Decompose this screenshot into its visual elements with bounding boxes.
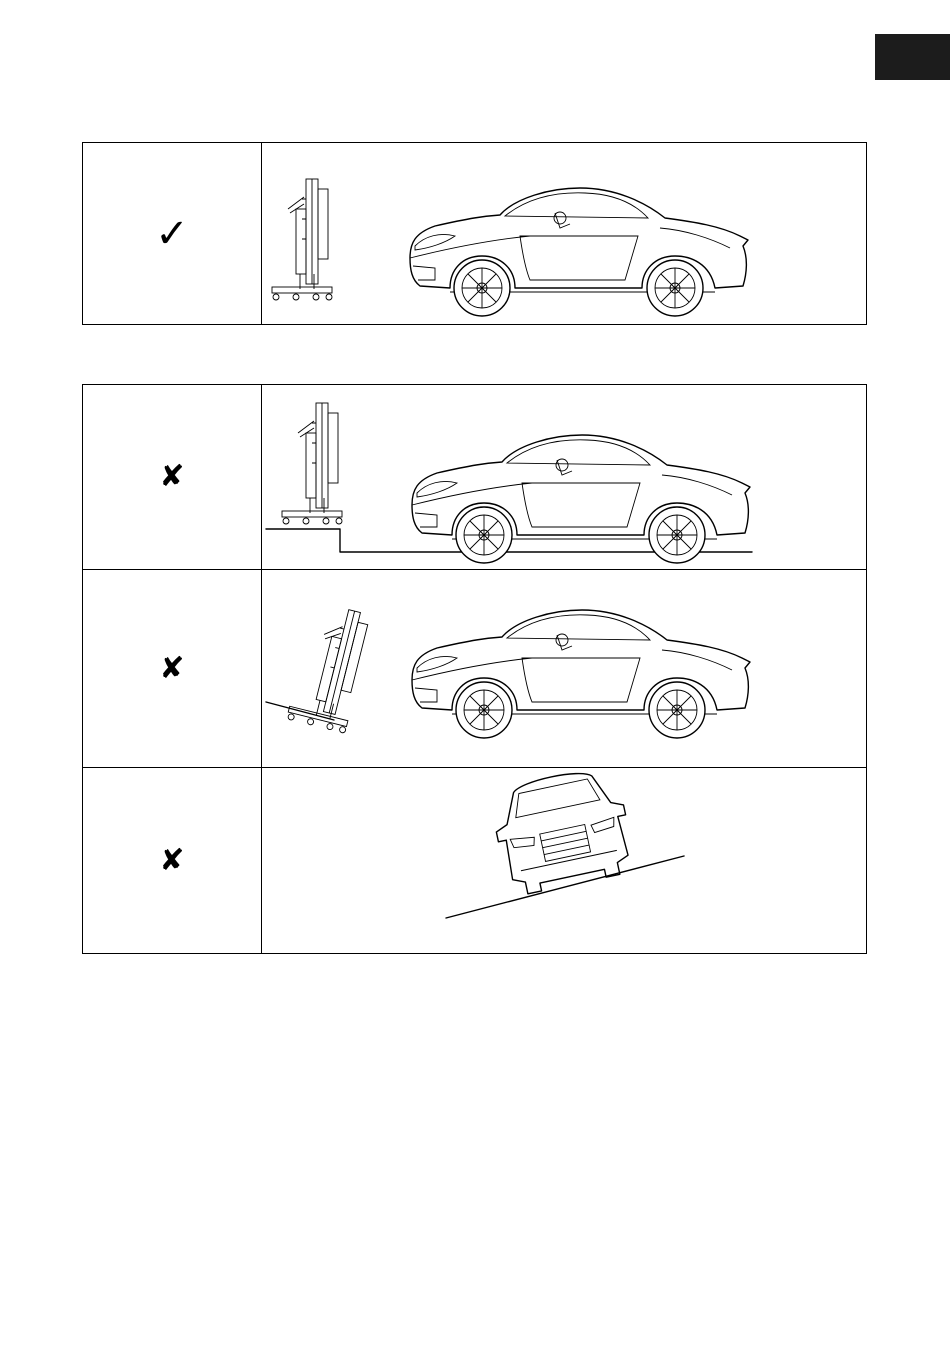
table-row xyxy=(83,768,867,954)
cross-mark-icon: ✘ xyxy=(159,650,185,686)
check-mark-icon: ✓ xyxy=(155,210,189,257)
illustration-cell xyxy=(262,385,867,570)
table-row xyxy=(83,385,867,570)
incorrect-setup-table xyxy=(82,384,867,954)
mark-cell xyxy=(83,385,262,570)
tilted-stand-illustration xyxy=(262,570,866,767)
illustration-cell xyxy=(262,570,867,768)
mark-cell xyxy=(83,570,262,768)
stand-and-car-level-illustration xyxy=(262,143,866,324)
correct-setup-table xyxy=(82,142,867,325)
mark-cell xyxy=(83,768,262,954)
page-tab-marker xyxy=(875,34,950,80)
illustration-cell xyxy=(262,143,867,325)
mark-cell xyxy=(83,143,262,325)
table-row xyxy=(83,570,867,768)
car-on-slope-illustration xyxy=(262,768,866,953)
cross-mark-icon: ✘ xyxy=(159,459,185,494)
cross-mark-icon: ✘ xyxy=(159,842,185,878)
stand-on-step-illustration xyxy=(262,385,866,569)
illustration-cell xyxy=(262,768,867,954)
table-row xyxy=(83,143,867,325)
